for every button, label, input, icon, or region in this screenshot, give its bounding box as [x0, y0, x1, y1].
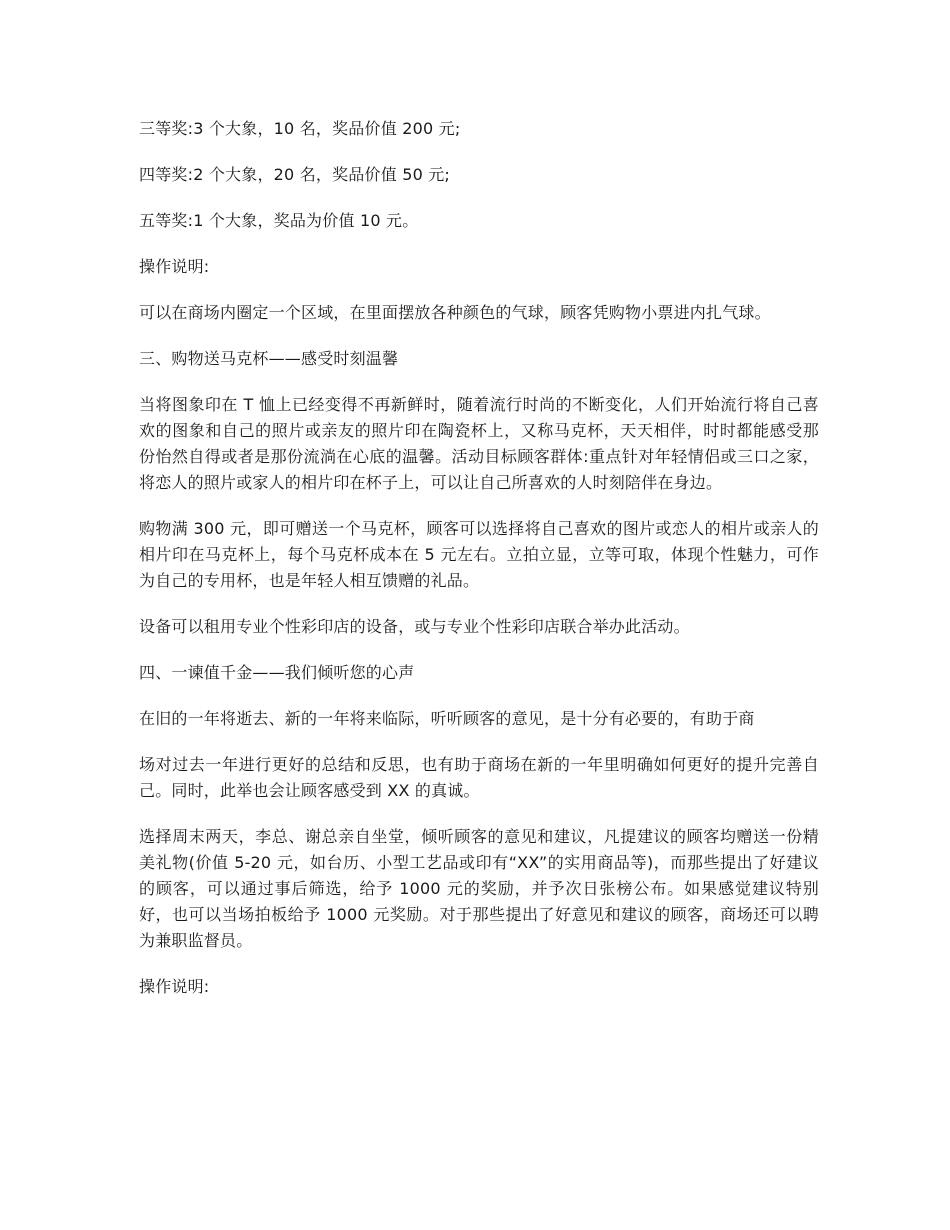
paragraph-operation-heading-2: 操作说明:	[139, 977, 210, 996]
paragraph-feedback-reflection: 场对过去一年进行更好的总结和反思，也有助于商场在新的一年里明确如何更好的提升完善自己。同时，此举也会让顾客感受到 XX 的真诚。	[139, 755, 819, 800]
paragraph-feedback-intro: 在旧的一年将逝去、新的一年将来临际，听听顾客的意见，是十分有必要的，有助于商	[139, 709, 755, 728]
section-heading-mug: 三、购物送马克杯——感受时刻温馨	[139, 349, 399, 368]
paragraph-third-prize: 三等奖:3 个大象，10 名，奖品价值 200 元;	[139, 119, 461, 138]
paragraph-feedback-details: 选择周末两天，李总、谢总亲自坐堂，倾听顾客的意见和建议，凡提建议的顾客均赠送一份精美礼物(价值 5-20 元，如台历、小型工艺品或印有“XX”的实用商品等)，而那些提出了好建议的顾客，可以通过事后筛选，给予 1000 元的奖励，并予次日张榜公布。如果感觉建议特别好，也可以当场拍板给予 1000 元奖励。对于那些提出了好意见和建议的顾客，商场还可以聘为兼职监督员。	[139, 827, 819, 950]
paragraph-fourth-prize: 四等奖:2 个大象，20 名，奖品价值 50 元;	[139, 165, 451, 184]
paragraph-operation-heading: 操作说明:	[139, 257, 210, 276]
document-page	[139, 116, 819, 1020]
paragraph-mug-intro: 当将图象印在 T 恤上已经变得不再新鲜时，随着流行时尚的不断变化，人们开始流行将自己喜欢的图象和自己的照片或亲友的照片印在陶瓷杯上，又称马克杯，天天相伴，时时都能感受那份怡然自得或者是那份流淌在心底的温馨。活动目标顾客群体:重点针对年轻情侣或三口之家，将恋人的照片或家人的相片印在杯子上，可以让自己所喜欢的人时刻陪伴在身边。	[139, 395, 819, 492]
paragraph-fifth-prize: 五等奖:1 个大象，奖品为价值 10 元。	[139, 211, 419, 230]
paragraph-mug-offer: 购物满 300 元，即可赠送一个马克杯，顾客可以选择将自己喜欢的图片或恋人的相片或亲人的相片印在马克杯上，每个马克杯成本在 5 元左右。立拍立显，立等可取，体现个性魅力，可作为自己的专用杯，也是年轻人相互馈赠的礼品。	[139, 519, 819, 590]
section-heading-feedback: 四、一谏值千金——我们倾听您的心声	[139, 663, 415, 682]
paragraph-balloon-instructions: 可以在商场内圈定一个区域，在里面摆放各种颜色的气球，顾客凭购物小票进内扎气球。	[139, 303, 771, 322]
paragraph-mug-equipment: 设备可以租用专业个性彩印店的设备，或与专业个性彩印店联合举办此活动。	[139, 617, 690, 636]
